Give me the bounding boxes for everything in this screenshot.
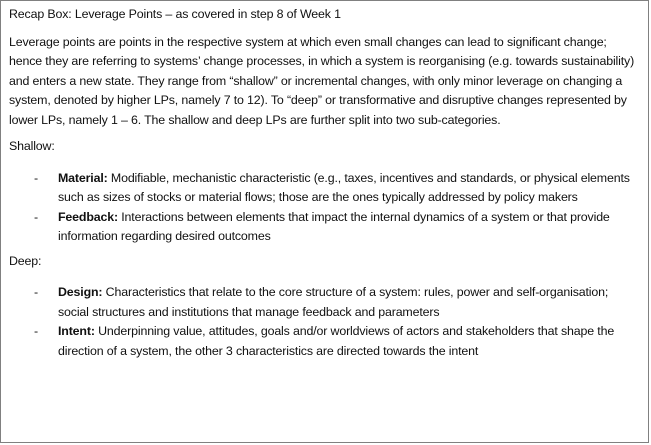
list-item-design	[9, 283, 640, 322]
list-item-intent	[9, 322, 640, 361]
bullet-dash: -	[34, 209, 38, 224]
term-feedback: Feedback:	[58, 209, 118, 224]
list-item-material	[9, 169, 640, 208]
term-material: Material:	[58, 170, 108, 185]
desc-intent: Underpinning value, attitudes, goals and/or worldviews of actors and stakeholders that shape the direction of a system, the other 3 characteristics are directed towards the intent	[58, 324, 615, 358]
desc-material: Modifiable, mechanistic characteristic (e.g., taxes, incentives and standards, or physical elements such as sizes of stocks or material flows; those are the ones typically addressed by policy makers	[58, 170, 630, 204]
term-intent: Intent:	[58, 324, 95, 338]
list-item-feedback	[9, 208, 640, 247]
bullet-dash: -	[34, 170, 38, 185]
bullet-dash: -	[34, 285, 38, 299]
deep-list	[9, 283, 640, 361]
intro-paragraph: Leverage points are points in the respective system at which even small changes can lead to significant change; hence they are referring to systems’ change processes, in which a system is reorganising (e.g. towards sustainability) and enters a new state. They range from “shallow” or incremental changes, with only minor leverage on changing a system, denoted by higher LPs, namely 7 to 12). To “deep” or transformative and disruptive changes represented by lower LPs, namely 1 – 6. The shallow and deep LPs are further split into two sub-categories.	[9, 34, 635, 127]
recap-title: Recap Box: Leverage Points – as covered in step 8 of Week 1	[9, 7, 341, 21]
term-design: Design:	[58, 285, 103, 299]
shallow-label: Shallow:	[9, 139, 55, 153]
bullet-dash: -	[34, 324, 38, 338]
shallow-list	[9, 169, 640, 247]
desc-feedback: Interactions between elements that impact the internal dynamics of a system or that provide information regarding desired outcomes	[58, 209, 610, 243]
deep-label: Deep:	[9, 253, 42, 268]
desc-design: Characteristics that relate to the core structure of a system: rules, power and self-organisation; social structures and institutions that manage feedback and parameters	[58, 285, 609, 319]
